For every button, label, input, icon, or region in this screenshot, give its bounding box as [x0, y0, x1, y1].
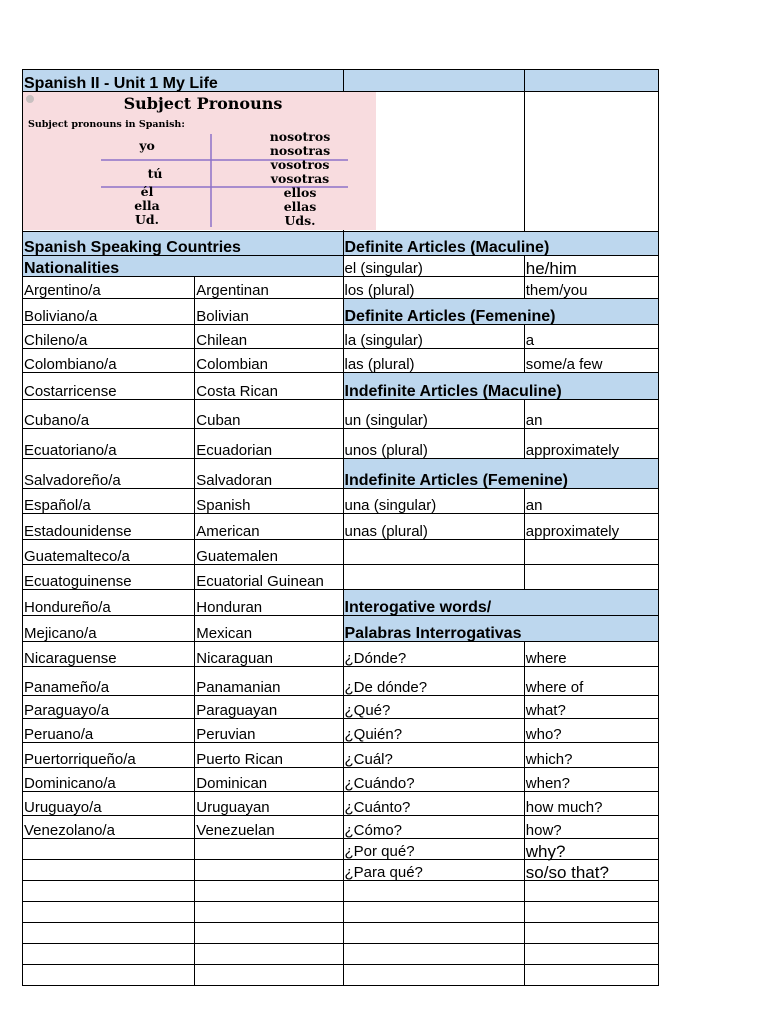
pronoun-plural: ellos	[283, 185, 317, 200]
nationality-spanish[interactable]: Uruguayo/a	[23, 792, 195, 816]
def-fem-header-text: Definite Articles (Femenine)	[344, 308, 556, 325]
cell[interactable]	[343, 923, 524, 944]
pronoun-plural: vosotros	[270, 157, 330, 172]
nationality-english[interactable]: Ecuadorian	[195, 429, 343, 459]
cell[interactable]	[343, 565, 524, 590]
cell[interactable]	[343, 540, 524, 565]
nationality-spanish[interactable]: Puertorriqueño/a	[23, 743, 195, 768]
nationality-english[interactable]: Uruguayan	[195, 792, 343, 816]
pronoun-singular: tú	[147, 166, 163, 181]
nationality-english[interactable]: Honduran	[195, 590, 343, 616]
nationality-spanish[interactable]: Cubano/a	[23, 400, 195, 429]
cell[interactable]	[23, 944, 195, 965]
pronoun-singular: él	[140, 184, 154, 199]
pronoun-plural: nosotras	[269, 143, 331, 158]
nationality-english[interactable]: Bolivian	[195, 299, 343, 325]
interrogative-meaning[interactable]: where of	[524, 667, 658, 696]
nationality-english[interactable]: Puerto Rican	[195, 743, 343, 768]
nationality-spanish[interactable]: Guatemalteco/a	[23, 540, 195, 565]
interrogative-term[interactable]: ¿Para qué?	[343, 860, 524, 881]
indef-masc-header-text: Indefinite Articles (Maculine)	[344, 383, 562, 400]
pronouns-image-cell	[23, 92, 344, 232]
subject-pronouns-image	[23, 92, 376, 230]
cell[interactable]	[195, 902, 343, 923]
cell[interactable]	[23, 902, 195, 923]
cell[interactable]	[524, 590, 658, 616]
indef-fem-meaning[interactable]: approximately	[524, 514, 658, 540]
indef-masc-term[interactable]: un (singular)	[343, 400, 524, 429]
nationality-spanish[interactable]: Hondureño/a	[23, 590, 195, 616]
interrogative-term[interactable]: ¿Cómo?	[343, 816, 524, 839]
def-masc-term[interactable]: el (singular)	[343, 256, 524, 277]
nationality-english[interactable]: Paraguayan	[195, 696, 343, 719]
indef-fem-meaning[interactable]: an	[524, 489, 658, 514]
interrogative-term[interactable]: ¿Cuándo?	[343, 768, 524, 792]
nationality-spanish[interactable]: Argentino/a	[23, 277, 195, 299]
indef-masc-meaning[interactable]: approximately	[524, 429, 658, 459]
cell[interactable]	[524, 965, 658, 986]
nationality-spanish[interactable]: Salvadoreño/a	[23, 459, 195, 489]
nationality-spanish[interactable]: Ecuatoriano/a	[23, 429, 195, 459]
indef-masc-meaning[interactable]: an	[524, 400, 658, 429]
nationality-english[interactable]: Chilean	[195, 325, 343, 349]
pronouns-heading: Subject Pronouns	[123, 94, 283, 113]
cell[interactable]	[524, 923, 658, 944]
nationality-spanish[interactable]: Español/a	[23, 489, 195, 514]
cell[interactable]	[195, 944, 343, 965]
nationality-english[interactable]: Costa Rican	[195, 373, 343, 400]
indef-masc-header[interactable]	[343, 373, 562, 400]
def-masc-meaning[interactable]: he/him	[524, 256, 658, 277]
cell[interactable]	[343, 881, 524, 902]
cell[interactable]	[23, 923, 195, 944]
nationality-spanish[interactable]: Boliviano/a	[23, 299, 195, 325]
nationality-spanish[interactable]: Paraguayo/a	[23, 696, 195, 719]
cell[interactable]	[343, 70, 524, 92]
interrogative-meaning[interactable]: which?	[524, 743, 658, 768]
pronoun-plural: nosotros	[269, 129, 331, 144]
nationality-english[interactable]: Peruvian	[195, 719, 343, 743]
interrogative-meaning[interactable]: when?	[524, 768, 658, 792]
cell[interactable]	[23, 881, 195, 902]
nationality-english[interactable]: American	[195, 514, 343, 540]
nationality-spanish[interactable]: Dominicano/a	[23, 768, 195, 792]
nationality-english[interactable]: Ecuatorial Guinean	[195, 565, 343, 590]
interrogative-meaning[interactable]: who?	[524, 719, 658, 743]
nationality-spanish[interactable]: Mejicano/a	[23, 616, 195, 642]
nationality-spanish[interactable]: Chileno/a	[23, 325, 195, 349]
cell[interactable]	[23, 839, 195, 860]
interrogative-meaning[interactable]: where	[524, 642, 658, 667]
indef-fem-header[interactable]	[343, 459, 568, 489]
nationality-spanish[interactable]: Estadounidense	[23, 514, 195, 540]
cell[interactable]	[524, 540, 658, 565]
cell[interactable]	[195, 860, 343, 881]
interrogative-meaning[interactable]: how?	[524, 816, 658, 839]
def-fem-term[interactable]: las (plural)	[343, 349, 524, 373]
cell[interactable]	[23, 860, 195, 881]
cell[interactable]	[195, 923, 343, 944]
pronoun-plural: Uds.	[284, 213, 316, 228]
nationality-spanish[interactable]: Ecuatoguinense	[23, 565, 195, 590]
nationality-spanish[interactable]: Colombiano/a	[23, 349, 195, 373]
cell[interactable]	[524, 902, 658, 923]
cell[interactable]	[524, 565, 658, 590]
indef-fem-term[interactable]: unas (plural)	[343, 514, 524, 540]
vocab-table	[22, 69, 659, 986]
nationality-english[interactable]: Colombian	[195, 349, 343, 373]
indef-masc-term[interactable]: unos (plural)	[343, 429, 524, 459]
nationality-spanish[interactable]: Peruano/a	[23, 719, 195, 743]
pronoun-singular: Ud.	[135, 212, 159, 227]
cell[interactable]	[195, 256, 343, 277]
pronoun-plural: vosotras	[270, 171, 330, 186]
nationality-spanish[interactable]: Costarricense	[23, 373, 195, 400]
nationality-english[interactable]: Mexican	[195, 616, 343, 642]
image-handle-icon	[26, 95, 34, 103]
cell[interactable]	[195, 881, 343, 902]
interrogative-term[interactable]: ¿Quién?	[343, 719, 524, 743]
nationality-english[interactable]: Argentinan	[195, 277, 343, 299]
pronouns-subheading: Subject pronouns in Spanish:	[28, 119, 185, 130]
interrogative-meaning[interactable]: how much?	[524, 792, 658, 816]
def-masc-meaning[interactable]: them/you	[524, 277, 658, 299]
nationality-spanish[interactable]: Panameño/a	[23, 667, 195, 696]
def-masc-term[interactable]: los (plural)	[343, 277, 524, 299]
nationality-english[interactable]: Venezuelan	[195, 816, 343, 839]
interrogative-term[interactable]: ¿De dónde?	[343, 667, 524, 696]
interrogative-term[interactable]: ¿Por qué?	[343, 839, 524, 860]
cell[interactable]	[524, 944, 658, 965]
interrogative-term[interactable]: ¿Dónde?	[343, 642, 524, 667]
interrog-header-text: Palabras Interrogativas	[344, 625, 522, 642]
sheet-title[interactable]: Spanish II - Unit 1 My Life	[23, 70, 344, 92]
interrog-header[interactable]	[343, 590, 524, 616]
indef-fem-header-text: Indefinite Articles (Femenine)	[344, 472, 568, 489]
interrogative-meaning[interactable]: what?	[524, 696, 658, 719]
interrogative-term[interactable]: ¿Qué?	[343, 696, 524, 719]
pronoun-plural: ellas	[283, 199, 317, 214]
def-masc-header[interactable]: Definite Articles (Maculine)	[343, 232, 524, 256]
def-fem-meaning[interactable]: some/a few	[524, 349, 658, 373]
cell[interactable]	[195, 839, 343, 860]
pronoun-singular: yo	[139, 138, 155, 153]
interrogative-meaning[interactable]: so/so that?	[524, 860, 658, 881]
interrog-header-text: Interogative words/	[344, 599, 492, 616]
interrogative-term[interactable]: ¿Cuánto?	[343, 792, 524, 816]
nationality-english[interactable]: Nicaraguan	[195, 642, 343, 667]
def-fem-meaning[interactable]: a	[524, 325, 658, 349]
nationality-english[interactable]: Spanish	[195, 489, 343, 514]
countries-header[interactable]: Spanish Speaking Countries	[23, 232, 195, 256]
pronoun-singular: ella	[134, 198, 160, 213]
cell[interactable]	[343, 902, 524, 923]
interrog-header[interactable]	[343, 616, 524, 642]
cell[interactable]	[524, 70, 658, 92]
cell[interactable]	[524, 616, 658, 642]
interrogative-term[interactable]: ¿Cuál?	[343, 743, 524, 768]
cell[interactable]	[23, 965, 195, 986]
nationality-english[interactable]: Dominican	[195, 768, 343, 792]
nationality-english[interactable]: Panamanian	[195, 667, 343, 696]
nationality-english[interactable]: Salvadoran	[195, 459, 343, 489]
nationality-english[interactable]: Guatemalen	[195, 540, 343, 565]
nationality-english[interactable]: Cuban	[195, 400, 343, 429]
nationality-spanish[interactable]: Venezolano/a	[23, 816, 195, 839]
cell[interactable]	[195, 965, 343, 986]
cell[interactable]	[524, 881, 658, 902]
def-fem-term[interactable]: la (singular)	[343, 325, 524, 349]
cell[interactable]	[343, 965, 524, 986]
spreadsheet	[22, 69, 659, 986]
def-fem-header[interactable]	[343, 299, 556, 325]
interrogative-meaning[interactable]: why?	[524, 839, 658, 860]
nationalities-header[interactable]: Nationalities	[23, 256, 195, 277]
indef-fem-term[interactable]: una (singular)	[343, 489, 524, 514]
cell[interactable]	[524, 92, 658, 232]
nationality-spanish[interactable]: Nicaraguense	[23, 642, 195, 667]
cell[interactable]	[343, 944, 524, 965]
